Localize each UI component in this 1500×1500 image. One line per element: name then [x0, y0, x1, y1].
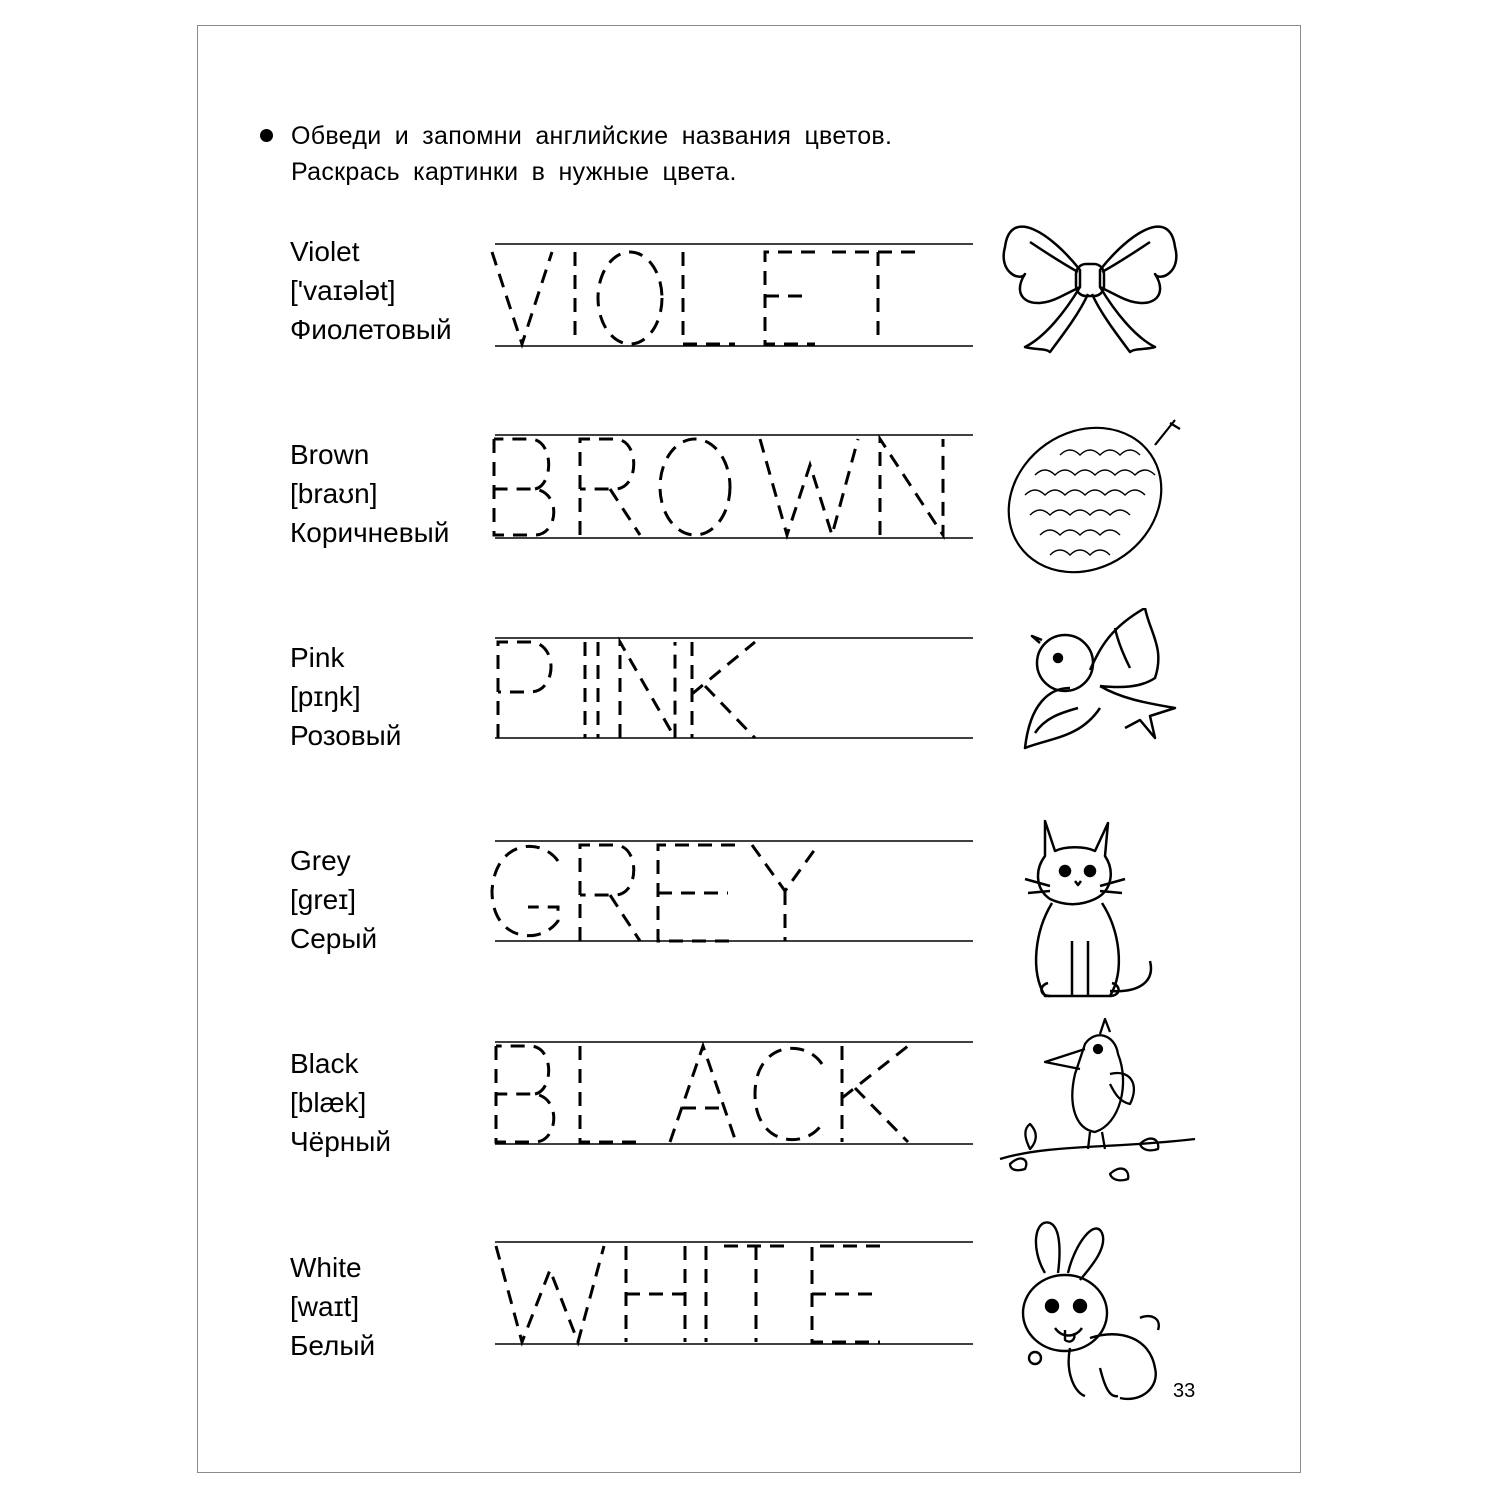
dashed-letters	[496, 1246, 880, 1342]
rabbit-icon	[990, 1218, 1170, 1408]
color-row-pink	[0, 638, 1500, 828]
russian-word: Фиолетовый	[290, 314, 452, 345]
bullet-icon	[260, 129, 273, 142]
page-number: 33	[1173, 1380, 1196, 1402]
english-word: Violet	[290, 236, 360, 267]
word-labels	[290, 841, 377, 958]
tracing-area[interactable]	[480, 222, 980, 352]
color-row-white	[0, 1248, 1500, 1438]
word-labels	[290, 638, 401, 755]
transcription: [braʊn]	[290, 478, 378, 509]
bird-icon	[990, 608, 1190, 788]
russian-word: Чёрный	[290, 1126, 392, 1157]
english-word: White	[290, 1252, 362, 1283]
tracing-area[interactable]	[480, 425, 980, 555]
russian-word: Розовый	[290, 720, 402, 751]
transcription: ['vaɪələt]	[290, 275, 396, 306]
english-word: Grey	[290, 845, 351, 876]
pine-cone-icon	[990, 405, 1200, 585]
color-row-black	[0, 1044, 1500, 1234]
color-row-violet	[0, 232, 1500, 422]
russian-word: Серый	[290, 923, 378, 954]
transcription: [waɪt]	[290, 1291, 360, 1322]
color-row-brown	[0, 435, 1500, 625]
color-row-grey	[0, 841, 1500, 1031]
transcription: [blæk]	[290, 1087, 367, 1118]
instructions	[291, 118, 892, 190]
dashed-letters	[498, 642, 755, 738]
tracing-area[interactable]	[480, 1238, 980, 1368]
instruction-line-1: Обведи и запомни английские названия цветов.	[291, 122, 893, 150]
tracing-area[interactable]	[480, 1034, 980, 1164]
transcription: [pɪŋk]	[290, 681, 361, 712]
word-labels	[290, 1044, 391, 1161]
russian-word: Белый	[290, 1330, 376, 1361]
instruction-line-2: Раскрась картинки в нужные цвета.	[291, 158, 737, 186]
russian-word: Коричневый	[290, 517, 450, 548]
word-labels	[290, 232, 452, 349]
bow-icon	[990, 202, 1190, 362]
dashed-letters	[496, 1046, 908, 1142]
english-word: Black	[290, 1048, 359, 1079]
dashed-letters	[494, 439, 943, 535]
english-word: Pink	[290, 642, 345, 673]
dashed-letters	[492, 252, 924, 344]
crow-on-branch-icon	[990, 1014, 1200, 1204]
tracing-area[interactable]	[480, 831, 980, 961]
transcription: [greɪ]	[290, 884, 356, 915]
word-labels	[290, 1248, 375, 1365]
tracing-area[interactable]	[480, 628, 980, 758]
dashed-letters	[492, 845, 818, 941]
word-labels	[290, 435, 449, 552]
kitten-icon	[990, 811, 1170, 1011]
english-word: Brown	[290, 439, 370, 470]
